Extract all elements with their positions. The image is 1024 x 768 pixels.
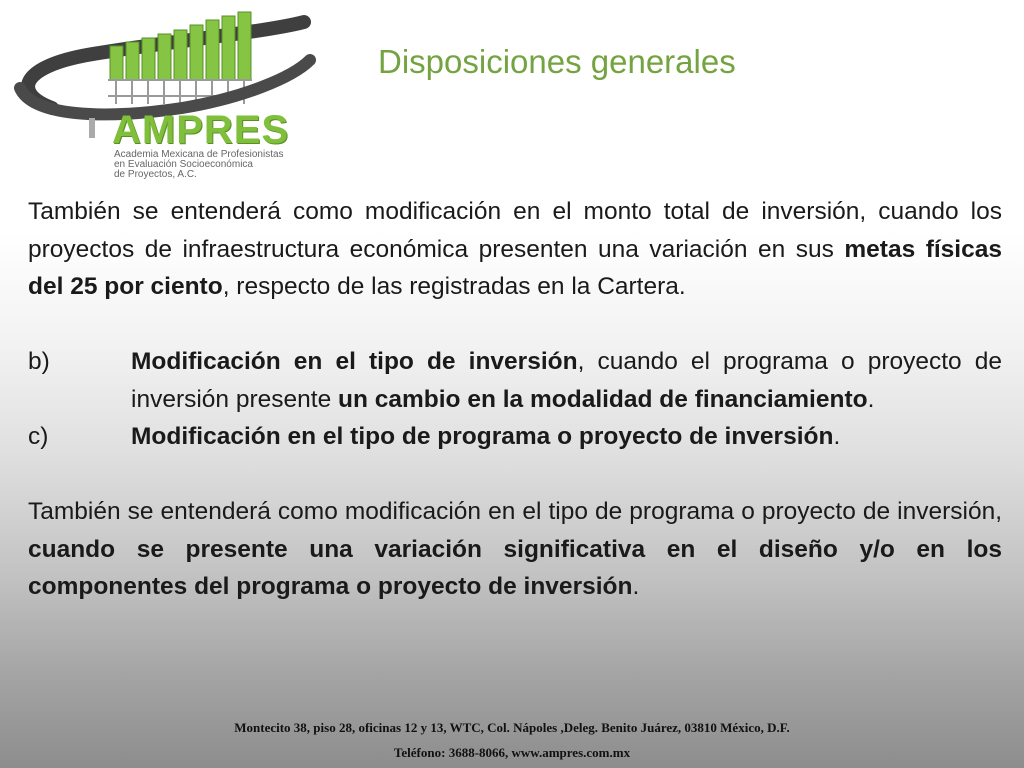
paragraph-text: También se entenderá como modificación en el monto total de inversión, cuando los proyectos de infraestructura económica presenten una variación en sus xyxy=(28,198,1002,263)
footer-contact: Teléfono: 3688-8066, www.ampres.com.mx xyxy=(393,745,631,760)
logo-lettering xyxy=(112,110,289,180)
paragraph-text: También se entenderá como modificación en el tipo de programa o proyecto de inversión, xyxy=(28,498,1002,525)
paragraph-metas-fisicas xyxy=(28,193,1002,306)
bold-text: cuando se presente una variación significativa en el diseño y/o en los componentes del programa o proyecto de inversión xyxy=(28,535,1002,600)
slide-title: Disposiciones generales xyxy=(378,43,736,80)
paragraph-text: . xyxy=(833,423,841,450)
paragraph-text: , cuando el programa o proyecto de inversión presente xyxy=(131,348,1002,413)
list-item-label: b) xyxy=(28,348,50,375)
logo-wordmark: AMPRES xyxy=(112,108,290,152)
list-item-c xyxy=(28,418,1002,456)
bold-text: Modificación en el tipo de programa o proyecto de inversión xyxy=(131,423,834,450)
list-item-b xyxy=(28,343,1002,418)
logo-bars xyxy=(110,12,251,80)
bold-text: metas físicas del 25 por ciento xyxy=(28,235,1002,300)
footer-address: Montecito 38, piso 28, oficinas 12 y 13, WTC, Col. Nápoles ,Deleg. Benito Juárez, 03810 México, D.F. xyxy=(234,720,790,735)
paragraph-text: , respecto de las registradas en la Cartera. xyxy=(222,273,686,300)
list-item-text xyxy=(131,418,1002,456)
paragraph-text: . xyxy=(867,385,875,413)
logo-tagline: Academia Mexicana de Profesionistas en Evaluación Socioeconómica de Proyectos, A.C. xyxy=(114,149,284,180)
spacer xyxy=(28,456,1002,494)
slide-body xyxy=(28,193,1002,606)
ampres-logo xyxy=(12,8,320,180)
list-item-label: c) xyxy=(28,423,49,450)
paragraph-text: . xyxy=(632,573,640,600)
bold-text: Modificación en el tipo de inversión xyxy=(131,348,578,375)
spacer xyxy=(28,306,1002,344)
paragraph-tipo-programa xyxy=(28,493,1002,606)
bold-text: un cambio en la modalidad de financiamiento xyxy=(338,385,868,413)
list-item-text xyxy=(131,343,1002,418)
